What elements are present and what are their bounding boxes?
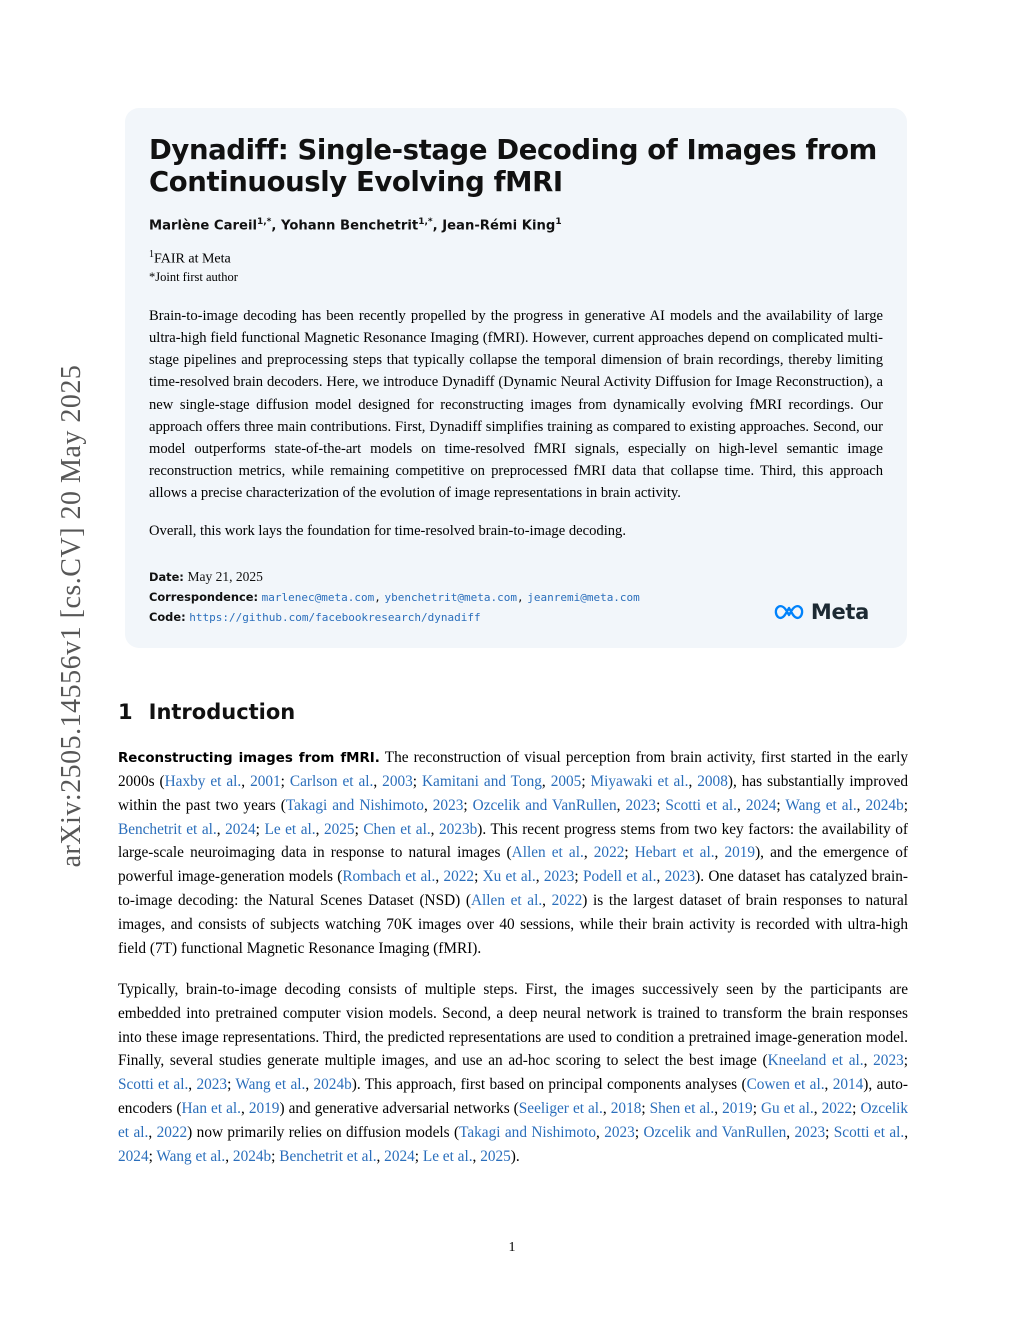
citation-link[interactable]: 2018: [610, 1100, 642, 1118]
citation-link[interactable]: Benchetrit et al.: [279, 1147, 377, 1165]
citation-link[interactable]: 2001: [250, 772, 281, 790]
citation-link[interactable]: 2019: [722, 1100, 753, 1118]
citation-link[interactable]: Miyawaki et al.: [590, 772, 689, 790]
meta-logo-wordmark: Meta: [810, 600, 869, 625]
citation-link[interactable]: 2024b: [313, 1076, 352, 1094]
paragraph-1: [118, 746, 908, 961]
citation-link[interactable]: Podell et al.: [582, 868, 657, 886]
citation-link[interactable]: Takagi and Nishimoto: [459, 1123, 596, 1141]
paragraph-2: Typically, brain-to-image decoding consists of multiple steps. First, the images successively seen by the participants are embedded into pretrained computer vision models. Second, a deep neural network is trained to transform the brain responses into these image representations. Third, the predicted representations are used to condition a pretrained image-generation model. Finally, several studies generate multiple images, and use an ad-hoc scoring to select the best image (Kneeland et al., 2023; Scotti et al., 2023; Wang et al., 2024b). This approach, first based on principal components analyses (Cowen et al., 2014), auto-encoders (Han et al., 2019) and generative adversarial networks (Seeliger et al., 2018; Shen et al., 2019; Gu et al., 2022; Ozcelik et al., 2022) now primarily relies on diffusion models (Takagi and Nishimoto, 2023; Ozcelik and VanRullen, 2023; Scotti et al., 2024; Wang et al., 2024b; Benchetrit et al., 2024; Le et al., 2025).: [118, 980, 909, 1165]
citation-link[interactable]: 2024: [384, 1147, 415, 1165]
page-number: 1: [508, 1240, 516, 1255]
arxiv-identifier-stamp: arXiv:2505.14556v1 [cs.CV] 20 May 2025: [56, 364, 87, 868]
paragraph-runin-heading: Reconstructing images from fMRI.: [118, 751, 380, 766]
citation-link[interactable]: 2023: [604, 1123, 635, 1141]
citation-link[interactable]: Rombach et al.: [342, 868, 436, 886]
paragraph-1-text: The reconstruction of visual perception from brain activity, first started in the early 2000s (Haxby et al., 2001; Carlson et al., 2003; Kamitani and Tong, 2005; Miyawaki et al., 2008), has substantially improved within the past two years (Takagi and Nishimoto, 2023; Ozcelik and VanRullen, 2023; Scotti et al., 2024; Wang et al., 2024b; Benchetrit et al., 2024; Le et al., 2025; Chen et al., 2023b). This recent progress stems from two key factors: the availability of large-scale neuroimaging data in response to natural images (Allen et al., 2022; Hebart et al., 2019), and the emergence of powerful image-generation models (Rombach et al., 2022; Xu et al., 2023; Podell et al., 2023). One dataset has catalyzed brain-to-image decoding: the Natural Scenes Dataset (NSD) (Allen et al., 2022) is the largest dataset of brain responses to natural images, and consists of subjects watching 70K images over 40 sessions, while their brain activity is recorded with ultra-high field (7T) functional Magnetic Resonance Imaging (fMRI).: [118, 749, 909, 957]
paper-metadata: [149, 565, 883, 629]
citation-link[interactable]: 2024: [225, 820, 256, 838]
citation-link[interactable]: Allen et al.: [470, 892, 543, 910]
meta-infinity-icon: [774, 603, 804, 621]
citation-link[interactable]: Ozcelik and VanRullen: [472, 796, 617, 814]
section-number: 1: [118, 700, 133, 724]
abstract-paragraph-1: Brain-to-image decoding has been recently propelled by the progress in generative AI models and the availability of large ultra-high field functional Magnetic Resonance Imaging (fMRI). However, current approaches depend on complicated multi-stage pipelines and preprocessing steps that typically collapse the temporal dimension of brain recordings, thereby limiting time-resolved brain decoders. Here, we introduce Dynadiff (Dynamic Neural Activity Diffusion for Image Reconstruction), a new single-stage diffusion model designed for reconstructing images from dynamically evolving fMRI recordings. Our approach offers three main contributions. First, Dynadiff simplifies training as compared to existing approaches. Second, our model outperforms state-of-the-art models on time-resolved fMRI signals, especially on high-level semantic image reconstruction metrics, while remaining competitive on preprocessed fMRI data that collapse time. Third, this approach allows a precise characterization of the evolution of image representations in brain activity.: [149, 307, 883, 502]
citation-link[interactable]: 2023: [664, 868, 696, 886]
citation-link[interactable]: 2023: [625, 796, 657, 814]
citation-link[interactable]: Han et al.: [181, 1100, 241, 1118]
citation-link[interactable]: Seeliger et al.: [518, 1100, 603, 1118]
email-separator-1: ,: [374, 591, 381, 605]
section-heading-introduction: [118, 700, 908, 724]
date-value: May 21, 2025: [187, 568, 263, 584]
author-list: Marlène Careil$^{1,*}$, Yohann Benchetrit$^{1,*}$, Jean-Rémi King$^1$: [149, 216, 562, 234]
page-title: Dynadiff: Single-stage Decoding of Images from Continuously Evolving fMRI: [149, 134, 877, 199]
email-separator-2: ,: [516, 591, 524, 605]
citation-link[interactable]: Cowen et al.: [746, 1076, 825, 1094]
date-label: Date:: [149, 569, 184, 584]
citation-link[interactable]: Scotti et al.: [118, 1076, 189, 1094]
citation-link[interactable]: Ozcelik et al.: [118, 1100, 909, 1141]
section-title: Introduction: [148, 700, 296, 724]
citation-link[interactable]: 2025: [480, 1147, 511, 1165]
code-label: Code:: [149, 610, 186, 625]
citation-link[interactable]: Kamitani and Tong: [422, 772, 542, 790]
citation-link[interactable]: Carlson et al.: [289, 772, 374, 790]
citation-link[interactable]: 2023: [196, 1076, 228, 1094]
citation-link[interactable]: Ozcelik and VanRullen: [643, 1123, 787, 1141]
citation-link[interactable]: 2024: [745, 796, 777, 814]
citation-link[interactable]: Gu et al.: [761, 1100, 814, 1118]
title-card: [125, 108, 907, 648]
citation-link[interactable]: 2023b: [439, 820, 478, 838]
citation-link[interactable]: 2022: [551, 892, 583, 910]
citation-link[interactable]: 2019: [248, 1100, 280, 1118]
citation-link[interactable]: 2014: [832, 1076, 864, 1094]
citation-link[interactable]: 2023: [432, 796, 464, 814]
citation-link[interactable]: Le et al.: [422, 1147, 473, 1165]
citation-link[interactable]: 2023: [794, 1123, 826, 1141]
citation-link[interactable]: Scotti et al.: [665, 796, 737, 814]
citation-link[interactable]: 2008: [697, 772, 728, 790]
citation-link[interactable]: 2023: [543, 868, 575, 886]
citation-link[interactable]: Xu et al.: [482, 868, 536, 886]
citation-link[interactable]: Scotti et al.: [833, 1123, 905, 1141]
citation-link[interactable]: 2019: [724, 844, 756, 862]
citation-link[interactable]: 2003: [382, 772, 413, 790]
citation-link[interactable]: 2022: [443, 868, 475, 886]
code-row: [149, 608, 789, 628]
meta-logo: [774, 600, 869, 624]
citation-link[interactable]: 2022: [156, 1123, 188, 1141]
citation-link[interactable]: 2005: [550, 772, 582, 790]
correspondence-email-1[interactable]: marlenec@meta.com: [261, 591, 375, 605]
citation-link[interactable]: Wang et al.: [156, 1147, 226, 1165]
date-row: [149, 565, 789, 589]
citation-link[interactable]: 2022: [593, 844, 625, 862]
citation-link[interactable]: Le et al.: [264, 820, 316, 838]
citation-link[interactable]: Chen et al.: [363, 820, 431, 838]
citation-link[interactable]: Benchetrit et al.: [118, 820, 217, 838]
citation-link[interactable]: Allen et al.: [511, 844, 584, 862]
citation-link[interactable]: Hebart et al.: [634, 844, 715, 862]
abstract-paragraph-2: Overall, this work lays the foundation for time-resolved brain-to-image decoding.: [149, 523, 626, 540]
correspondence-email-3[interactable]: jeanremi@meta.com: [527, 591, 640, 605]
citation-link[interactable]: Wang et al.: [785, 796, 857, 814]
affiliation: $^1$FAIR at Meta: [149, 249, 231, 267]
citation-link[interactable]: Shen et al.: [649, 1100, 715, 1118]
citation-link[interactable]: 2024b: [232, 1147, 272, 1165]
citation-link[interactable]: Takagi and Nishimoto: [285, 796, 424, 814]
citation-link[interactable]: 2024: [118, 1147, 149, 1165]
citation-link[interactable]: 2025: [323, 820, 355, 838]
correspondence-email-2[interactable]: ybenchetrit@meta.com: [384, 591, 517, 605]
correspondence-label: Correspondence:: [149, 590, 259, 605]
citation-link[interactable]: Wang et al.: [235, 1076, 306, 1094]
citation-link[interactable]: 2024b: [865, 796, 904, 814]
body-column: [118, 700, 908, 1186]
joint-first-author-note: *Joint first author: [149, 269, 238, 284]
code-repository-link[interactable]: https://github.com/facebookresearch/dynadiff: [189, 611, 481, 625]
citation-link[interactable]: Kneeland et al.: [767, 1052, 864, 1070]
citation-link[interactable]: 2023: [873, 1052, 904, 1070]
citation-link[interactable]: 2022: [821, 1100, 853, 1118]
correspondence-row: [149, 588, 789, 608]
citation-link[interactable]: Haxby et al.: [164, 772, 242, 790]
